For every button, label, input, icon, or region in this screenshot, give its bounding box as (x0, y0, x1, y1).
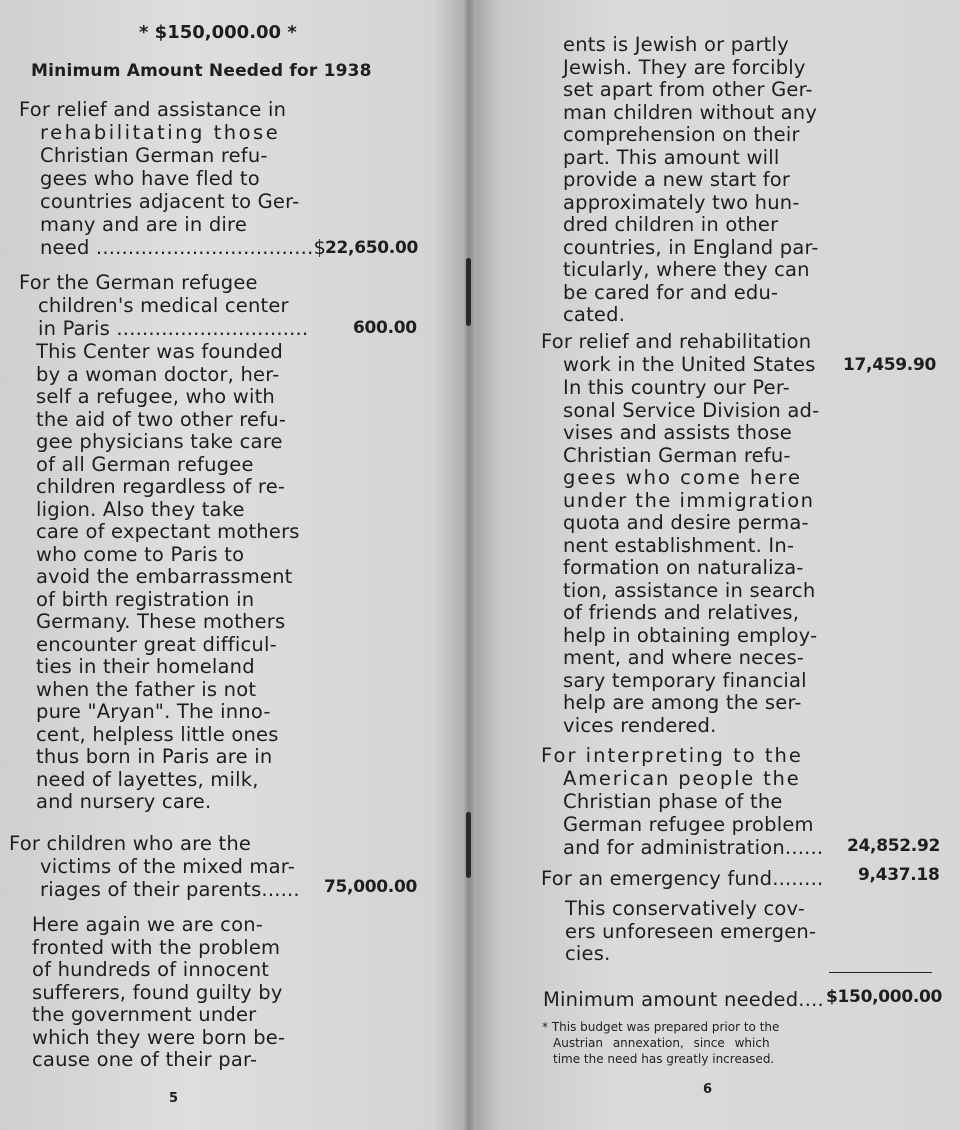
item2-line: ties in their homeland (36, 655, 255, 678)
continued-line: ticularly, where they can (563, 258, 810, 281)
item6-desc-line: ers unforeseen emergen- (565, 919, 817, 943)
item2-line: of birth registration in (36, 587, 255, 611)
item1-line: gees who have fled to (40, 167, 260, 190)
item3-cont-line: which they were born be- (32, 1025, 286, 1049)
item4-line: tion, assistance in search (563, 578, 816, 602)
item2-line: and nursery care. (36, 790, 212, 813)
item1-line: many and are in dire (40, 213, 248, 236)
item3-cont-line: of hundreds of innocent (32, 958, 270, 981)
item4-line: help are among the ser- (563, 691, 802, 714)
item2-line: self a refugee, who with (36, 385, 275, 408)
continued-line: comprehension on their (563, 123, 800, 146)
item2-line: ligion. Also they take (36, 497, 245, 521)
item3-line: For children who are the (9, 832, 252, 855)
item4-line: formation on naturaliza- (563, 556, 804, 579)
item1-line: countries adjacent to Ger- (40, 190, 300, 213)
item1-line: need ..................................$ (40, 236, 327, 259)
item2-line: the aid of two other refu- (36, 407, 287, 431)
item6-desc-line: This conservatively cov- (565, 897, 805, 920)
item5-line: American people the (563, 767, 801, 790)
item5-line: For interpreting to the (541, 744, 803, 767)
item2-line: by a woman doctor, her- (36, 362, 280, 386)
continued-line: set apart from other Ger- (563, 78, 813, 101)
item3-cont-line: fronted with the problem (32, 935, 281, 959)
continued-line: man children without any (563, 100, 818, 124)
item2-line: children's medical center (38, 294, 289, 317)
item4-line: quota and desire perma- (563, 511, 809, 534)
item5-line: Christian phase of the (563, 790, 783, 813)
item5-line: and for administration...... (563, 836, 824, 859)
item3-line: riages of their parents...... (40, 878, 300, 901)
item4-line: vises and assists those (563, 421, 792, 444)
footnote-line: time the need has greatly increased. (553, 1052, 775, 1066)
item3-cont-line: the government under (32, 1003, 257, 1026)
item5-line: German refugee problem (563, 813, 814, 836)
item1-line: rehabilitating those (40, 121, 281, 144)
item4-line: sary temporary financial (563, 668, 807, 692)
footnote-line: Austrian annexation, since which (553, 1036, 770, 1050)
item2-line: For the German refugee (19, 271, 258, 294)
item4-line: under the immigration (563, 488, 815, 512)
item2-line: in Paris .............................. (38, 317, 309, 340)
continued-line: dred children in other (563, 213, 779, 236)
item2-line: when the father is not (36, 677, 257, 701)
continued-line: cated. (563, 303, 626, 326)
item3-cont-line: cause one of their par- (32, 1048, 258, 1071)
item2-amount: 600.00 (353, 318, 417, 338)
item2-line: encounter great difficul- (36, 632, 277, 656)
continued-line: countries, in England par- (563, 235, 819, 259)
item4-line: In this country our Per- (563, 376, 791, 399)
item3-cont-line: Here again we are con- (32, 913, 264, 936)
item4-line: work in the United States (563, 353, 816, 376)
item2-line: cent, helpless little ones (36, 722, 279, 746)
page-heading: Minimum Amount Needed for 1938 (31, 61, 372, 81)
item2-line: children regardless of re- (36, 475, 286, 498)
item2-line: pure "Aryan". The inno- (36, 700, 271, 723)
item4-line: of friends and relatives, (563, 601, 800, 624)
item2-line: Germany. These mothers (36, 610, 286, 633)
item2-line: need of layettes, milk, (36, 767, 259, 791)
item4-line: Christian German refu- (563, 443, 791, 467)
booklet-gutter (462, 0, 476, 1130)
page-number-right: 6 (703, 1082, 713, 1097)
item3-amount: 75,000.00 (324, 877, 418, 897)
page-number-left: 5 (169, 1091, 179, 1106)
item5-amount: 24,852.92 (847, 836, 941, 856)
item1-line: For relief and assistance in (19, 98, 287, 121)
total-amount: $150,000.00 (826, 987, 943, 1007)
item2-line: This Center was founded (36, 340, 283, 363)
item4-line: For relief and rehabilitation (541, 330, 812, 353)
item3-line: victims of the mixed mar- (40, 855, 295, 878)
continued-line: ents is Jewish or partly (563, 33, 789, 56)
item6-desc-line: cies. (565, 942, 611, 965)
total-rule (829, 972, 932, 973)
item6-amount: 9,437.18 (858, 865, 940, 885)
item1-amount: 22,650.00 (325, 238, 419, 258)
item2-line: thus born in Paris are in (36, 745, 273, 768)
continued-line: approximately two hun- (563, 190, 800, 214)
item2-line: avoid the embarrassment (36, 565, 293, 588)
item4-line: ment, and where neces- (563, 646, 805, 669)
item4-line: gees who come here (563, 466, 802, 489)
continued-line: provide a new start for (563, 168, 791, 191)
item3-cont-line: sufferers, found guilty by (32, 980, 283, 1004)
total-label: Minimum amount needed.... (543, 988, 824, 1011)
continued-line: Jewish. They are forcibly (563, 55, 806, 79)
item4-line: sonal Service Division ad- (563, 398, 820, 422)
item4-amount: 17,459.90 (843, 355, 937, 375)
item4-line: nent establishment. In- (563, 533, 795, 557)
item1-line: Christian German refu- (40, 144, 268, 167)
item2-line: of all German refugee (36, 452, 254, 476)
item4-line: help in obtaining employ- (563, 623, 818, 647)
top-amount: * $150,000.00 * (139, 22, 297, 43)
item4-line: vices rendered. (563, 713, 717, 737)
footnote-line: * This budget was prepared prior to the (542, 1020, 780, 1034)
item2-line: who come to Paris to (36, 542, 245, 566)
continued-line: part. This amount will (563, 145, 780, 169)
staple-top (466, 258, 471, 326)
staple-bottom (466, 812, 471, 878)
item2-line: care of expectant mothers (36, 520, 300, 543)
item6-line: For an emergency fund........ (541, 867, 824, 890)
continued-line: be cared for and edu- (563, 280, 779, 304)
item2-line: gee physicians take care (36, 430, 283, 453)
